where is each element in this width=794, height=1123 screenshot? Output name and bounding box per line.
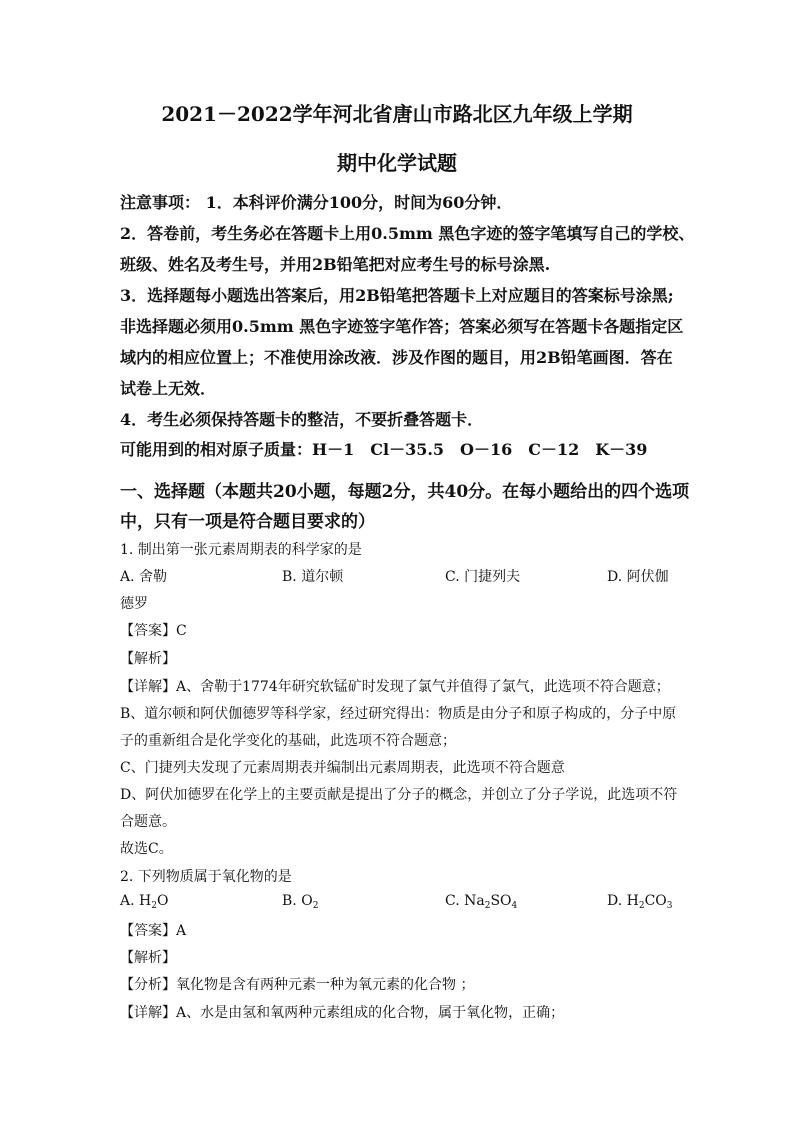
atomic-mass-line: 可能用到的相对原子质量：H－1 Cl－35.5 O－16 C－12 K－39 <box>120 440 648 459</box>
title-line-2: 期中化学试题 <box>337 151 457 175</box>
q2-fenxi: 【分析】氧化物是含有两种元素一种为氧元素的化合物 ； <box>120 977 475 993</box>
q2-option-c: C. $Na_2SO_4$ <box>445 893 518 911</box>
section-heading-line-1: 一、选择题（本题共20小题，每题2分，共40分。在每小题给出的四个选项 <box>120 482 690 502</box>
notice-line-4: 3．选择题每小题选出答案后，用2B铅笔把答题卡上对应题目的答案标号涂黑; <box>120 286 674 305</box>
q2-option-d: D. $H_2CO_3$ <box>607 893 673 911</box>
q1-option-c: C. 门捷列夫 <box>445 569 521 585</box>
q1-answer: 【答案】C <box>120 623 187 639</box>
q1-detail-line: B、道尔顿和阿伏伽德罗等科学家，经过研究得出：物质是由分子和原子构成的，分子中原 <box>120 706 677 722</box>
notice-line-7: 试卷上无效． <box>120 379 217 398</box>
q1-option-b: B. 道尔顿 <box>282 569 344 585</box>
q2-option-a: A. $H_2O$ <box>120 893 169 911</box>
notice-line-6: 域内的相应位置上；不准使用涂改液．涉及作图的题目，用2B铅笔画图．答在 <box>120 348 673 367</box>
notice-line-5: 非选择题必须用0.5mm 黑色字迹签字笔作答；答案必须写在答题卡各题指定区 <box>120 317 684 336</box>
notice-line-1: 注意事项： 1．本科评价满分100分，时间为60分钟． <box>120 193 513 212</box>
notice-line-8: 4．考生必须保持答题卡的整洁，不要折叠答题卡． <box>120 410 484 429</box>
q2-detail: 【详解】A、水是由氢和氧两种元素组成的化合物，属于氧化物，正确； <box>120 1005 565 1021</box>
q1-detail-line: 故选C。 <box>120 841 173 857</box>
q2-analysis-label: 【解析】 <box>120 950 176 966</box>
section-heading-line-2: 中，只有一项是符合题目要求的） <box>120 512 375 532</box>
q1-detail-line: 合题意。 <box>120 814 176 830</box>
q1-analysis-label: 【解析】 <box>120 651 176 667</box>
notice-line-3: 班级、姓名及考生号，并用2B铅笔把对应考生号的标号涂黑. <box>120 255 551 274</box>
q1-option-d-wrap: 德罗 <box>120 596 148 612</box>
q2-stem: 2. 下列物质属于氧化物的是 <box>120 869 292 885</box>
q1-option-a: A. 舍勒 <box>120 569 168 585</box>
q1-detail-line: 【详解】A、舍勒于1774年研究软锰矿时发现了氯气并值得了氯气，此选项不符合题意； <box>120 679 670 695</box>
q1-option-d: D. 阿伏伽 <box>607 569 669 585</box>
title-line-1: 2021－2022学年河北省唐山市路北区九年级上学期 <box>161 102 633 126</box>
q2-option-b: B. $O_2$ <box>282 893 319 911</box>
q1-detail-line: C、门捷列夫发现了元素周期表并编制出元素周期表，此选项不符合题意 <box>120 760 565 776</box>
q1-detail-line: D、阿伏加德罗在化学上的主要贡献是提出了分子的概念，并创立了分子学说，此选项不符 <box>120 787 678 803</box>
q2-answer: 【答案】A <box>120 923 187 939</box>
q1-stem: 1. 制出第一张元素周期表的科学家的是 <box>120 542 362 558</box>
q1-detail-line: 子的重新组合是化学变化的基础，此选项不符合题意； <box>120 733 456 749</box>
notice-line-2: 2．答卷前，考生务必在答题卡上用0.5mm 黑色字迹的签字笔填写自己的学校、 <box>120 224 695 243</box>
